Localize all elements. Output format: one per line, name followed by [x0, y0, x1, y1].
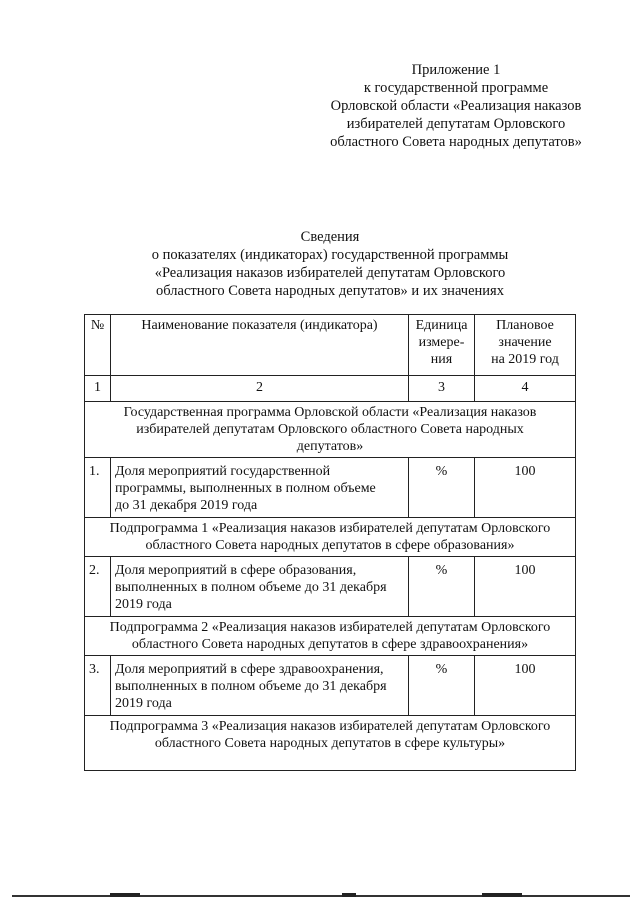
row-number: 3.: [85, 656, 111, 716]
subprogram-title: [85, 716, 576, 771]
column-number: 4: [475, 376, 576, 402]
program-row: [85, 402, 576, 458]
indicator-name: [111, 458, 409, 518]
indicator-name-line: Доля мероприятий в сфере образования,: [115, 563, 357, 578]
program-line: депутатов»: [296, 439, 364, 454]
indicators-table: [84, 314, 576, 771]
header-unit: [409, 315, 475, 376]
indicator-name-line: выполненных в полном объеме до 31 декабря: [115, 580, 387, 595]
indicator-name-line: выполненных в полном объеме до 31 декабря: [115, 679, 387, 694]
table-header-row: [85, 315, 576, 376]
indicator-name-line: 2019 года: [115, 597, 172, 612]
indicator-unit: %: [409, 458, 475, 518]
header-num: №: [85, 315, 111, 376]
document-heading: [80, 228, 580, 300]
subprogram-line: Подпрограмма 3 «Реализация наказов избирателей депутатам Орловского: [109, 719, 551, 734]
indicator-plan-value: 100: [475, 557, 576, 617]
column-number: 1: [85, 376, 111, 402]
heading-line: «Реализация наказов избирателей депутатам Орловского: [154, 265, 506, 281]
appendix-line: Орловской области «Реализация наказов: [330, 98, 582, 114]
table-row: [85, 458, 576, 518]
indicator-name-line: Доля мероприятий в сфере здравоохранения,: [115, 662, 384, 677]
header-plan-line: значение: [498, 335, 552, 350]
subprogram-row: [85, 518, 576, 557]
indicator-plan-value: 100: [475, 458, 576, 518]
header-name: Наименование показателя (индикатора): [111, 315, 409, 376]
indicator-name-line: 2019 года: [115, 696, 172, 711]
scan-artifact: [110, 893, 140, 897]
heading-title: Сведения: [300, 229, 360, 245]
row-number: 1.: [85, 458, 111, 518]
program-title: [85, 402, 576, 458]
subprogram-line: Подпрограмма 2 «Реализация наказов избирателей депутатам Орловского: [109, 620, 551, 635]
appendix-line: областного Совета народных депутатов»: [330, 134, 582, 150]
subprogram-row: [85, 617, 576, 656]
indicator-name-line: Доля мероприятий государственной: [115, 464, 331, 479]
subprogram-row: [85, 716, 576, 771]
header-plan: [475, 315, 576, 376]
column-number: 3: [409, 376, 475, 402]
table-row: [85, 656, 576, 716]
indicator-name: [111, 557, 409, 617]
subprogram-line: Подпрограмма 1 «Реализация наказов избирателей депутатам Орловского: [109, 521, 551, 536]
heading-line: о показателях (индикаторах) государственной программы: [151, 247, 509, 263]
subprogram-line: областного Совета народных депутатов в сфере здравоохранения»: [131, 637, 529, 652]
indicator-plan-value: 100: [475, 656, 576, 716]
program-line: Государственная программа Орловской области «Реализация наказов: [123, 405, 537, 420]
indicator-unit: %: [409, 656, 475, 716]
scan-artifact: [482, 893, 522, 897]
appendix-note: [306, 61, 606, 151]
row-number: 2.: [85, 557, 111, 617]
appendix-line: избирателей депутатам Орловского: [346, 116, 566, 132]
header-plan-line: на 2019 год: [491, 352, 559, 367]
header-unit-line: ния: [430, 352, 453, 367]
indicator-name-line: до 31 декабря 2019 года: [115, 498, 258, 513]
column-number-row: [85, 376, 576, 402]
indicator-name: [111, 656, 409, 716]
appendix-line: Приложение 1: [411, 62, 501, 78]
column-number: 2: [111, 376, 409, 402]
indicator-name-line: программы, выполненных в полном объеме: [115, 481, 376, 496]
indicator-unit: %: [409, 557, 475, 617]
subprogram-title: [85, 518, 576, 557]
page-bottom-rule: [12, 895, 630, 897]
subprogram-line: областного Совета народных депутатов в сфере культуры»: [154, 736, 506, 751]
table-row: [85, 557, 576, 617]
header-unit-line: Единица: [415, 318, 468, 333]
header-unit-line: измере-: [418, 335, 465, 350]
subprogram-title: [85, 617, 576, 656]
program-line: избирателей депутатам Орловского областного Совета народных: [136, 422, 524, 437]
header-plan-line: Плановое: [496, 318, 554, 333]
subprogram-line: областного Совета народных депутатов в сфере образования»: [145, 538, 515, 553]
heading-line: областного Совета народных депутатов» и их значениях: [156, 283, 504, 299]
appendix-line: к государственной программе: [363, 80, 549, 96]
scan-artifact: [342, 893, 356, 897]
